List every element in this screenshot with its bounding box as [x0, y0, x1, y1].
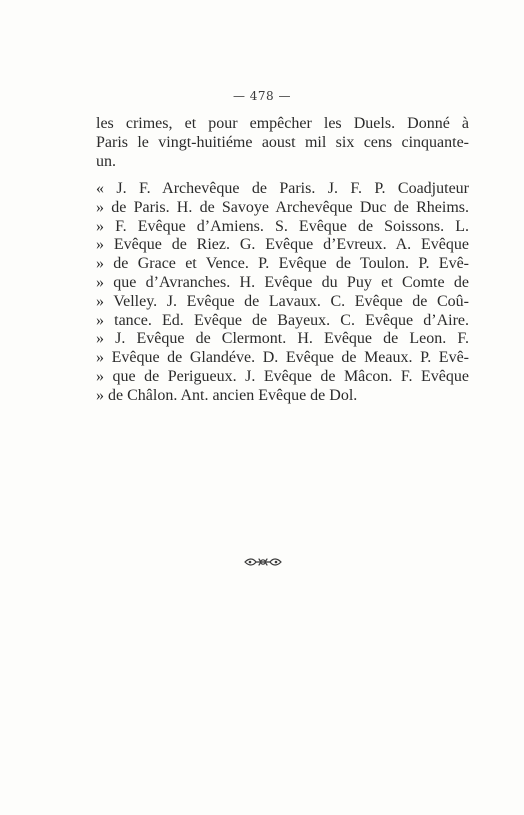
text-line: » de Paris. H. de Savoye Archevêque Duc de Rheims.	[96, 198, 469, 216]
text-line: » Evêque de Riez. G. Evêque d’Evreux. A. Evêque	[96, 236, 469, 254]
text-line: un.	[96, 152, 116, 170]
page-number: — 478 —	[232, 89, 292, 103]
text-line: » Velley. J. Evêque de Lavaux. C. Evêque de Coû-	[96, 292, 469, 310]
text-line: » que de Perigueux. J. Evêque de Mâcon. F. Evêque	[96, 367, 469, 385]
text-line: » de Grace et Vence. P. Evêque de Toulon. P. Evê-	[96, 255, 469, 273]
text-line: les crimes, et pour empêcher les Duels. Donné à	[96, 115, 469, 132]
text-line: » Evêque de Glandéve. D. Evêque de Meaux. P. Evê-	[96, 349, 469, 367]
text-line: » F. Evêque d’Amiens. S. Evêque de Soissons. L.	[96, 217, 469, 235]
text-line: » que d’Avranches. H. Evêque du Puy et Comte de	[96, 273, 469, 291]
decorative-vignette-icon	[243, 555, 283, 567]
paragraph-ordinance-date	[96, 115, 469, 171]
text-line: « J. F. Archevêque de Paris. J. F. P. Coadjuteur	[96, 180, 469, 197]
text-line: Paris le vingt-huitiéme aoust mil six cens cinquante-	[96, 133, 469, 151]
paragraph-bishops-signatures	[96, 180, 469, 406]
text-line: » tance. Ed. Evêque de Bayeux. C. Evêque d’Aire.	[96, 311, 469, 329]
text-line: » J. Evêque de Clermont. H. Evêque de Leon. F.	[96, 330, 469, 348]
text-line: » de Châlon. Ant. ancien Evêque de Dol.	[96, 386, 358, 404]
